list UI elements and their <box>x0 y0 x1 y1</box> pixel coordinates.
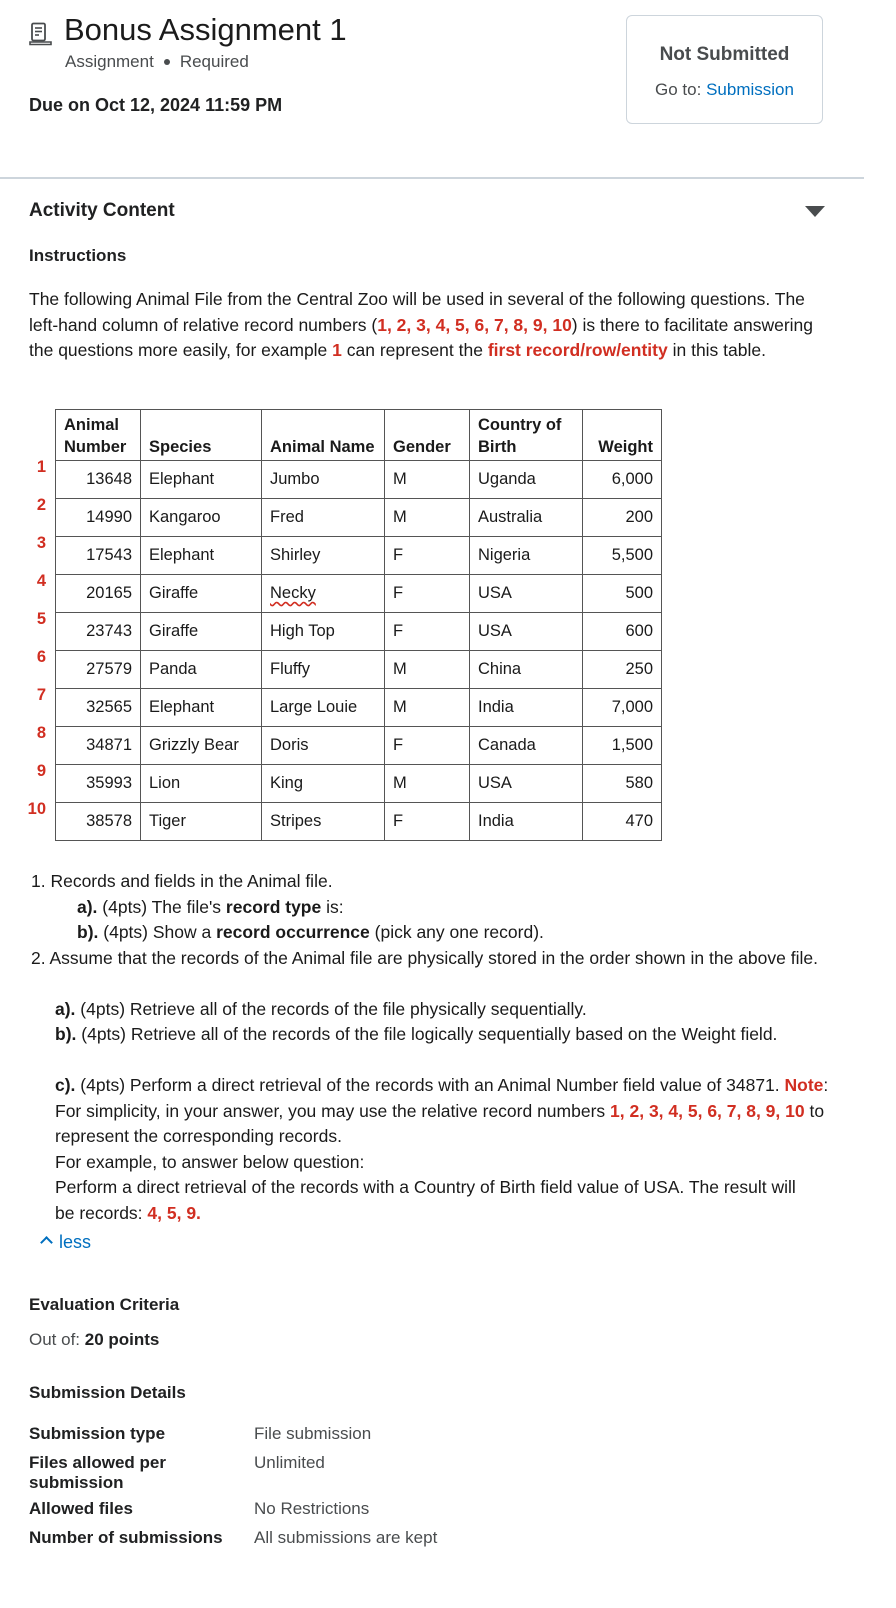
example-text <box>55 1175 815 1226</box>
row-number: 5 <box>36 610 46 628</box>
q1b-post: (pick any one record). <box>369 922 544 942</box>
table-cell: Uganda <box>470 461 583 499</box>
table-cell: 34871 <box>56 727 141 765</box>
table-cell: 600 <box>583 613 662 651</box>
table-cell: USA <box>470 765 583 803</box>
table-cell: 14990 <box>56 499 141 537</box>
instructions-heading: Instructions <box>29 246 127 265</box>
table-cell: Panda <box>141 651 262 689</box>
table-cell: China <box>470 651 583 689</box>
submission-link[interactable]: Submission <box>706 80 794 99</box>
outof-value: 20 points <box>84 1330 160 1349</box>
table-cell: Doris <box>262 727 385 765</box>
table-cell: 35993 <box>56 765 141 803</box>
table-cell: F <box>385 803 470 841</box>
table-cell: USA <box>470 613 583 651</box>
table-row <box>56 689 662 727</box>
assignment-meta <box>65 52 249 72</box>
col-gender: Gender <box>385 410 470 461</box>
number-of-submissions-label: Number of submissions <box>29 1528 223 1547</box>
table-cell: Tiger <box>141 803 262 841</box>
question-2a <box>55 997 815 1023</box>
q2c-record-numbers: 1, 2, 3, 4, 5, 6, 7, 8, 9, 10 <box>610 1100 805 1121</box>
allowed-files-label: Allowed files <box>29 1499 133 1518</box>
table-cell: 250 <box>583 651 662 689</box>
question-1: 1. Records and fields in the Animal file. <box>31 871 333 891</box>
q2a-label: a). <box>55 999 76 1019</box>
q1a-text: (4pts) The file's <box>97 897 226 917</box>
intro-record-numbers: 1, 2, 3, 4, 5, 6, 7, 8, 9, 10 <box>377 314 572 335</box>
table-cell: 17543 <box>56 537 141 575</box>
row-number: 7 <box>36 686 46 704</box>
example-question: Perform a direct retrieval of the records with a Country of Birth field value of USA. The result will be records: <box>55 1177 796 1223</box>
table-cell: 27579 <box>56 651 141 689</box>
table-cell: Elephant <box>141 537 262 575</box>
question-2b <box>55 1022 815 1048</box>
intro-text-3: can represent the <box>341 340 488 360</box>
intro-text-2: ) is there to facilitate answering the questions more easily, for example <box>29 314 814 360</box>
table-row <box>56 613 662 651</box>
allowed-files-value: No Restrictions <box>254 1499 370 1518</box>
assignment-icon <box>29 22 53 46</box>
instructions-intro <box>29 287 829 364</box>
files-allowed-label: Files allowed per submission <box>29 1453 166 1492</box>
table-row <box>56 575 662 613</box>
table-cell: 13648 <box>56 461 141 499</box>
row-number: 6 <box>36 648 46 666</box>
submission-details-heading: Submission Details <box>29 1383 186 1402</box>
table-cell: F <box>385 613 470 651</box>
table-cell: F <box>385 537 470 575</box>
intro-example-number: 1 <box>332 340 342 360</box>
out-of <box>29 1330 159 1350</box>
q2c-mid: : For simplicity, in your answer, you may use the relative record numbers <box>55 1075 829 1121</box>
files-allowed-value: Unlimited <box>254 1453 325 1472</box>
table-cell: M <box>385 689 470 727</box>
row-number: 4 <box>36 572 46 590</box>
table-cell: M <box>385 765 470 803</box>
q1a-label: a). <box>77 897 98 917</box>
spellcheck-word: Necky <box>270 584 316 602</box>
table-cell <box>262 575 385 613</box>
row-number: 8 <box>36 724 46 742</box>
table-cell: Grizzly Bear <box>141 727 262 765</box>
q1b-label: b). <box>77 922 99 942</box>
row-number: 1 <box>36 458 46 476</box>
table-cell: High Top <box>262 613 385 651</box>
table-row <box>56 651 662 689</box>
header-divider <box>0 177 864 179</box>
table-cell: 500 <box>583 575 662 613</box>
evaluation-criteria-heading: Evaluation Criteria <box>29 1295 180 1314</box>
page-title: Bonus Assignment 1 <box>64 12 347 47</box>
example-intro: For example, to answer below question: <box>55 1152 365 1172</box>
table-cell: 32565 <box>56 689 141 727</box>
question-1b <box>77 920 544 946</box>
table-cell: Lion <box>141 765 262 803</box>
col-weight: Weight <box>583 410 662 461</box>
submission-type-label: Submission type <box>29 1424 166 1443</box>
table-cell: Large Louie <box>262 689 385 727</box>
intro-first-record: first record/row/entity <box>487 340 668 360</box>
row-number: 10 <box>27 800 46 818</box>
table-cell: M <box>385 499 470 537</box>
row-number: 9 <box>36 762 46 780</box>
col-animal-name: Animal Name <box>262 410 385 461</box>
required-label: Required <box>179 52 249 71</box>
table-row <box>56 803 662 841</box>
q2c-note: Note <box>784 1075 824 1095</box>
table-header-row <box>56 410 662 461</box>
submission-type-value: File submission <box>254 1424 372 1443</box>
table-cell: M <box>385 461 470 499</box>
due-date: Due on Oct 12, 2024 11:59 PM <box>29 95 283 115</box>
table-cell: Fred <box>262 499 385 537</box>
show-less-link[interactable] <box>42 1232 91 1253</box>
col-species: Species <box>141 410 262 461</box>
example-answer: 4, 5, 9. <box>147 1202 201 1223</box>
col-country: Country of Birth <box>470 410 583 461</box>
table-cell: M <box>385 651 470 689</box>
animal-file-table <box>55 409 662 841</box>
q2c-label: c). <box>55 1075 76 1095</box>
q2b-text: (4pts) Retrieve all of the records of the file logically sequentially based on the Weight field. <box>76 1024 778 1044</box>
q1b-text: (4pts) Show a <box>98 922 217 942</box>
table-row <box>56 461 662 499</box>
outof-label: Out of: <box>29 1330 81 1349</box>
table-cell: Elephant <box>141 689 262 727</box>
table-cell: 6,000 <box>583 461 662 499</box>
table-cell: F <box>385 727 470 765</box>
table-cell: F <box>385 575 470 613</box>
table-cell: India <box>470 689 583 727</box>
table-cell: Giraffe <box>141 575 262 613</box>
table-cell: 7,000 <box>583 689 662 727</box>
assignment-type: Assignment <box>65 52 154 71</box>
q2c-text: (4pts) Perform a direct retrieval of the records with an Animal Number field value of 34871. <box>75 1075 785 1095</box>
table-cell: Kangaroo <box>141 499 262 537</box>
goto-row <box>627 80 822 100</box>
table-cell: Australia <box>470 499 583 537</box>
table-cell: USA <box>470 575 583 613</box>
number-of-submissions-value: All submissions are kept <box>254 1528 438 1547</box>
table-cell: Jumbo <box>262 461 385 499</box>
table-row <box>56 727 662 765</box>
q1b-bold: record occurrence <box>216 922 370 942</box>
q2b-label: b). <box>55 1024 77 1044</box>
row-number: 3 <box>36 534 46 552</box>
table-cell: 23743 <box>56 613 141 651</box>
table-cell: Nigeria <box>470 537 583 575</box>
q1a-bold: record type <box>225 897 322 917</box>
table-cell: 20165 <box>56 575 141 613</box>
submission-status-card <box>626 15 823 124</box>
q2a-text: (4pts) Retrieve all of the records of the file physically sequentially. <box>75 999 587 1019</box>
table-cell: 200 <box>583 499 662 537</box>
q1a-post: is: <box>321 897 344 917</box>
table-cell: 580 <box>583 765 662 803</box>
question-1a <box>77 895 344 921</box>
intro-text-4: in this table. <box>667 340 766 360</box>
row-number: 2 <box>36 496 46 514</box>
table-row <box>56 499 662 537</box>
table-cell: Giraffe <box>141 613 262 651</box>
less-label: less <box>59 1232 92 1252</box>
separator-dot <box>164 59 170 65</box>
table-cell: 38578 <box>56 803 141 841</box>
chevron-up-icon <box>40 1236 53 1249</box>
collapse-caret-icon[interactable] <box>805 206 825 217</box>
q2c-post: to represent the corresponding records. <box>55 1100 825 1146</box>
question-2: 2. Assume that the records of the Animal file are physically stored in the order shown in the above file. <box>31 948 818 968</box>
col-animal-number: Animal Number <box>56 410 141 461</box>
table-cell: 470 <box>583 803 662 841</box>
goto-label: Go to: <box>655 80 702 99</box>
activity-content-heading: Activity Content <box>29 200 175 221</box>
intro-text-1: The following Animal File from the Central Zoo will be used in several of the following questions. The left-hand column of relative record numbers ( <box>29 289 805 335</box>
table-cell: King <box>262 765 385 803</box>
table-cell: Shirley <box>262 537 385 575</box>
table-cell: Canada <box>470 727 583 765</box>
table-cell: Stripes <box>262 803 385 841</box>
table-cell: 1,500 <box>583 727 662 765</box>
table-row <box>56 537 662 575</box>
table-cell: Fluffy <box>262 651 385 689</box>
question-2c <box>55 1073 830 1150</box>
submission-status: Not Submitted <box>659 44 790 65</box>
table-row <box>56 765 662 803</box>
table-cell: 5,500 <box>583 537 662 575</box>
table-cell: Elephant <box>141 461 262 499</box>
table-cell: India <box>470 803 583 841</box>
